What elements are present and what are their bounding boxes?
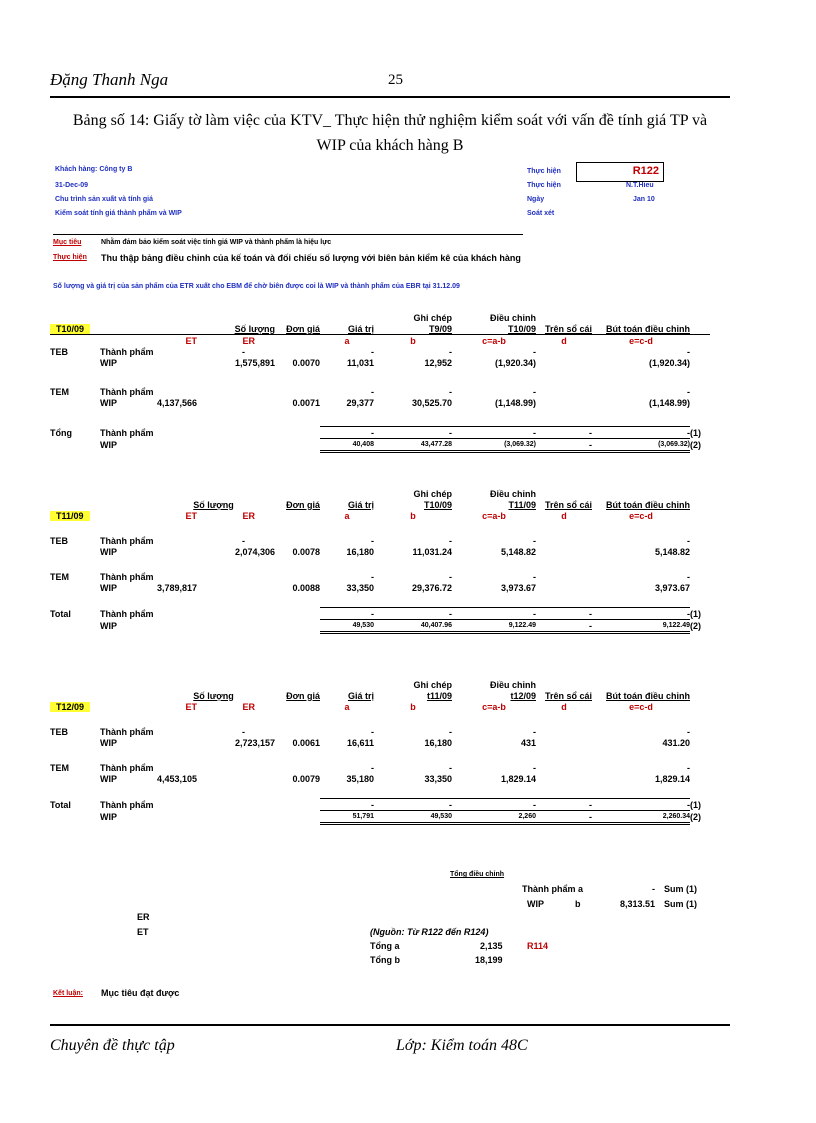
er-qty: 2,723,157 (234, 737, 275, 748)
col-b-label: b (410, 701, 416, 712)
dash: - (242, 726, 245, 737)
dash: - (687, 346, 690, 357)
value-header: Giá trị (347, 499, 374, 510)
row-wip-label: WIP (100, 737, 117, 748)
row-fp-label: Thành phẩm (100, 427, 154, 438)
dash: - (533, 571, 536, 582)
row-label-total: Total (50, 799, 71, 810)
row-label-tem: TEM (50, 571, 69, 582)
col-d-label: d (561, 701, 567, 712)
recorded-period: T9/09 (428, 323, 452, 334)
col-a-label: a (344, 335, 350, 346)
dash: - (536, 439, 592, 452)
entry-e: 5,148.82 (654, 546, 690, 557)
row-label-teb: TEB (50, 535, 68, 546)
value-a: 35,180 (346, 773, 374, 784)
note-1: (1) (690, 427, 701, 438)
ref-code: R122 (632, 165, 659, 177)
total-value: 40,408 (320, 439, 374, 452)
summary-wip-sum: Sum (1) (664, 899, 698, 909)
dash: - (449, 535, 452, 546)
col-d-label: d (561, 335, 567, 346)
row-wip-label: WIP (100, 546, 117, 557)
summary-title: Tổng điều chỉnh (450, 871, 505, 878)
total-recorded: 40,407.96 (374, 620, 452, 633)
note-text: Số lượng và giá trị của sản phẩm của ETR xuất cho EBM để chờ biên được coi là WIP và thành phẩm của EBR tại 31.12.09 (53, 283, 460, 290)
total-adjust: (3,069.32) (452, 439, 536, 452)
row-fp-label: Thành phẩm (100, 386, 154, 397)
adjust-c: 1,829.14 (500, 773, 536, 784)
total-recorded: 49,530 (374, 811, 452, 824)
row-wip-label: WIP (100, 621, 117, 631)
row-label-tem: TEM (50, 386, 69, 397)
adjust-c: 431 (520, 737, 536, 748)
period-tag: T12/09 (50, 702, 90, 712)
dash: - (592, 427, 690, 439)
work-text: Thu thập bảng điều chỉnh của kế toán và đối chiếu số lượng với biên bản kiểm kê của khách hàng (101, 253, 521, 263)
dash: - (687, 726, 690, 737)
qty-header: Số lượng (193, 499, 234, 510)
recorded-header: Ghi chép (413, 679, 452, 690)
date-value: Jan 10 (633, 196, 655, 203)
total-value: 49,530 (320, 620, 374, 633)
page-number: 25 (388, 72, 403, 88)
recorded-b: 30,525.70 (411, 397, 452, 408)
row-label-total: Total (50, 608, 71, 619)
dash: - (452, 608, 536, 620)
dash: - (687, 571, 690, 582)
total-entry: (3,069.32) (592, 439, 690, 452)
period-block (50, 312, 710, 453)
dash: - (371, 571, 374, 582)
qty-header: Số lượng (193, 690, 234, 701)
value-header: Giá trị (347, 690, 374, 701)
dash: - (536, 811, 592, 824)
row-label-teb: TEB (50, 346, 68, 357)
er-qty: 1,575,891 (234, 357, 275, 368)
adjust-header: Điều chỉnh (489, 488, 536, 499)
row-label-teb: TEB (50, 726, 68, 737)
col-b-label: b (410, 510, 416, 521)
row-fp-label: Thành phẩm (100, 726, 154, 737)
note-2: (2) (690, 621, 701, 631)
dash: - (320, 427, 374, 439)
entry-e: 1,829.14 (654, 773, 690, 784)
ref-box (576, 162, 664, 182)
dash: - (449, 571, 452, 582)
tong-b-value: 18,199 (475, 955, 503, 965)
ledger-header: Trên sổ cái (544, 323, 592, 334)
col-e-label: e=c-d (629, 510, 653, 521)
row-fp-label: Thành phẩm (100, 535, 154, 546)
date-label: Ngày (527, 196, 545, 203)
adjust-c: (1,148.99) (494, 397, 536, 408)
col-c-label: c=a-b (482, 510, 506, 521)
note-2: (2) (690, 812, 701, 822)
recorded-header: Ghi chép (413, 312, 452, 323)
price-header: Đơn giá (286, 690, 320, 701)
entry-e: (1,920.34) (648, 357, 690, 368)
col-d-label: d (561, 510, 567, 521)
recorded-b: 29,376.72 (411, 582, 452, 593)
qty-header: Số lượng (234, 323, 275, 334)
dash: - (533, 386, 536, 397)
summary-fp-label: Thành phẩm a (522, 884, 584, 894)
price-header: Đơn giá (286, 499, 320, 510)
et-note: ET (137, 927, 149, 937)
entry-e: 431.20 (662, 737, 690, 748)
recorded-b: 16,180 (424, 737, 452, 748)
col-e-label: e=c-d (629, 335, 653, 346)
recorded-header: Ghi chép (413, 488, 452, 499)
dash: - (452, 427, 536, 439)
objective-text: Nhằm đảm bảo kiểm soát việc tính giá WIP và thành phẩm là hiệu lực (101, 239, 332, 246)
value-a: 29,377 (346, 397, 374, 408)
note-1: (1) (690, 799, 701, 810)
row-fp-label: Thành phẩm (100, 571, 154, 582)
performed-label: Thực hiện (527, 168, 561, 175)
tong-a-label: Tổng a (370, 941, 400, 951)
row-wip-label: WIP (100, 582, 117, 593)
row-fp-label: Thành phẩm (100, 799, 154, 810)
ledger-header: Trên sổ cái (544, 690, 592, 701)
row-wip-label: WIP (100, 773, 117, 784)
adjust-period: T10/09 (507, 323, 536, 334)
unit-price: 0.0079 (292, 773, 320, 784)
dash: - (371, 386, 374, 397)
dash: - (320, 799, 374, 811)
footer-rule (50, 1024, 730, 1026)
dash: - (371, 762, 374, 773)
value-a: 16,180 (346, 546, 374, 557)
dash: - (533, 535, 536, 546)
client-name: Khách hàng: Công ty B (55, 166, 133, 173)
dash: - (320, 608, 374, 620)
footer-left: Chuyên đề thực tập (50, 1037, 175, 1054)
et-qty: 4,453,105 (156, 773, 197, 784)
dash: - (449, 726, 452, 737)
total-entry: 2,260.34 (592, 811, 690, 824)
dash: - (374, 427, 452, 439)
period-tag: T11/09 (50, 511, 90, 521)
tong-a-ref: R114 (527, 941, 549, 951)
et-label: ET (185, 335, 197, 346)
summary-wip-label: WIP (527, 899, 544, 909)
unit-price: 0.0071 (292, 397, 320, 408)
adjust-c: 3,973.67 (500, 582, 536, 593)
et-label: ET (185, 701, 197, 712)
col-a-label: a (344, 510, 350, 521)
dash: - (371, 346, 374, 357)
dash: - (449, 762, 452, 773)
price-header: Đơn giá (286, 323, 320, 334)
dash: - (687, 762, 690, 773)
period-block (50, 679, 710, 825)
dash: - (374, 608, 452, 620)
header-rule (50, 96, 730, 98)
summary-wip-value: 8,313.51 (620, 899, 656, 909)
value-a: 16,611 (346, 737, 374, 748)
info-rule (53, 234, 523, 235)
dash: - (374, 799, 452, 811)
er-note: ER (137, 912, 150, 922)
row-wip-label: WIP (100, 440, 117, 450)
adjust-period: T11/09 (508, 499, 536, 510)
report-date: 31-Dec-09 (55, 182, 89, 189)
dash: - (536, 620, 592, 633)
unit-price: 0.0088 (292, 582, 320, 593)
dash: - (533, 726, 536, 737)
total-recorded: 43,477.28 (374, 439, 452, 452)
row-wip-label: WIP (100, 397, 117, 408)
total-value: 51,791 (320, 811, 374, 824)
total-adjust: 9,122.49 (452, 620, 536, 633)
conclusion-text: Mục tiêu đạt được (101, 988, 180, 998)
unit-price: 0.0070 (292, 357, 320, 368)
performed-by-label: Thực hiện (527, 182, 561, 189)
row-label-tem: TEM (50, 762, 69, 773)
summary-fp-value: - (652, 884, 655, 894)
summary-fp-sum: Sum (1) (664, 884, 698, 894)
value-header: Giá trị (347, 323, 374, 334)
dash: - (536, 427, 592, 439)
dash: - (536, 608, 592, 620)
row-label-total: Tổng (50, 427, 72, 438)
source-note: (Nguồn: Từ R122 đến R124) (370, 927, 489, 937)
col-c-label: c=a-b (482, 335, 506, 346)
row-fp-label: Thành phẩm (100, 762, 154, 773)
row-wip-label: WIP (100, 812, 117, 822)
tong-b-label: Tổng b (370, 955, 400, 965)
value-a: 11,031 (346, 357, 374, 368)
dash: - (371, 535, 374, 546)
dash: - (449, 386, 452, 397)
author-name: Đặng Thanh Nga (50, 70, 169, 89)
entry-header: Bút toán điều chỉnh (606, 690, 690, 701)
adjust-period: t12/09 (510, 690, 536, 701)
control-name: Kiểm soát tính giá thành phẩm và WIP (55, 210, 182, 217)
footer-right: Lớp: Kiểm toán 48C (396, 1037, 528, 1054)
adjust-header: Điều chỉnh (489, 312, 536, 323)
dash: - (533, 762, 536, 773)
adjust-header: Điều chỉnh (489, 679, 536, 690)
row-wip-label: WIP (100, 357, 117, 368)
summary-wip-letter: b (575, 899, 581, 909)
objective-label: Mục tiêu (53, 239, 82, 246)
total-adjust: 2,260 (452, 811, 536, 824)
dash: - (592, 799, 690, 811)
work-label: Thực hiện (53, 254, 87, 261)
er-label: ER (242, 510, 255, 521)
document-title: Bảng số 14: Giấy tờ làm việc của KTV_ Thực hiện thử nghiệm kiểm soát với vấn đề tính giá TP và WIP của khách hàng B (72, 112, 708, 154)
period-tag: T10/09 (50, 324, 90, 334)
dash: - (687, 386, 690, 397)
row-fp-label: Thành phẩm (100, 346, 154, 357)
dash: - (592, 608, 690, 620)
col-c-label: c=a-b (482, 701, 506, 712)
dash: - (687, 535, 690, 546)
recorded-period: T10/09 (423, 499, 452, 510)
dash: - (371, 726, 374, 737)
entry-header: Bút toán điều chỉnh (606, 499, 690, 510)
unit-price: 0.0061 (292, 737, 320, 748)
recorded-b: 11,031.24 (412, 546, 452, 557)
note-1: (1) (690, 608, 701, 619)
period-block (50, 488, 710, 634)
er-label: ER (242, 701, 255, 712)
dash: - (536, 799, 592, 811)
entry-e: (1,148.99) (648, 397, 690, 408)
col-e-label: e=c-d (629, 701, 653, 712)
cycle-name: Chu trình sản xuất và tính giá (55, 196, 154, 203)
total-entry: 9,122.49 (592, 620, 690, 633)
recorded-b: 33,350 (424, 773, 452, 784)
value-a: 33,350 (346, 582, 374, 593)
dash: - (449, 346, 452, 357)
adjust-c: 5,148.82 (500, 546, 536, 557)
col-b-label: b (410, 335, 416, 346)
note-2: (2) (690, 440, 701, 450)
review-label: Soát xét (527, 210, 555, 217)
dash: - (242, 346, 245, 357)
recorded-period: t11/09 (426, 690, 452, 701)
et-qty: 3,789,817 (156, 582, 197, 593)
unit-price: 0.0078 (292, 546, 320, 557)
entry-header: Bút toán điều chỉnh (606, 323, 690, 334)
dash: - (242, 535, 245, 546)
dash: - (452, 799, 536, 811)
col-a-label: a (344, 701, 350, 712)
recorded-b: 12,952 (424, 357, 452, 368)
row-fp-label: Thành phẩm (100, 608, 154, 619)
conclusion-label: Kết luận: (53, 990, 83, 997)
entry-e: 3,973.67 (654, 582, 690, 593)
et-label: ET (185, 510, 197, 521)
tong-a-value: 2,135 (480, 941, 503, 951)
performed-by: N.T.Hieu (626, 182, 654, 189)
et-qty: 4,137,566 (156, 397, 197, 408)
ledger-header: Trên sổ cái (544, 499, 592, 510)
dash: - (533, 346, 536, 357)
er-qty: 2,074,306 (234, 546, 275, 557)
adjust-c: (1,920.34) (494, 357, 536, 368)
er-label: ER (242, 335, 255, 346)
